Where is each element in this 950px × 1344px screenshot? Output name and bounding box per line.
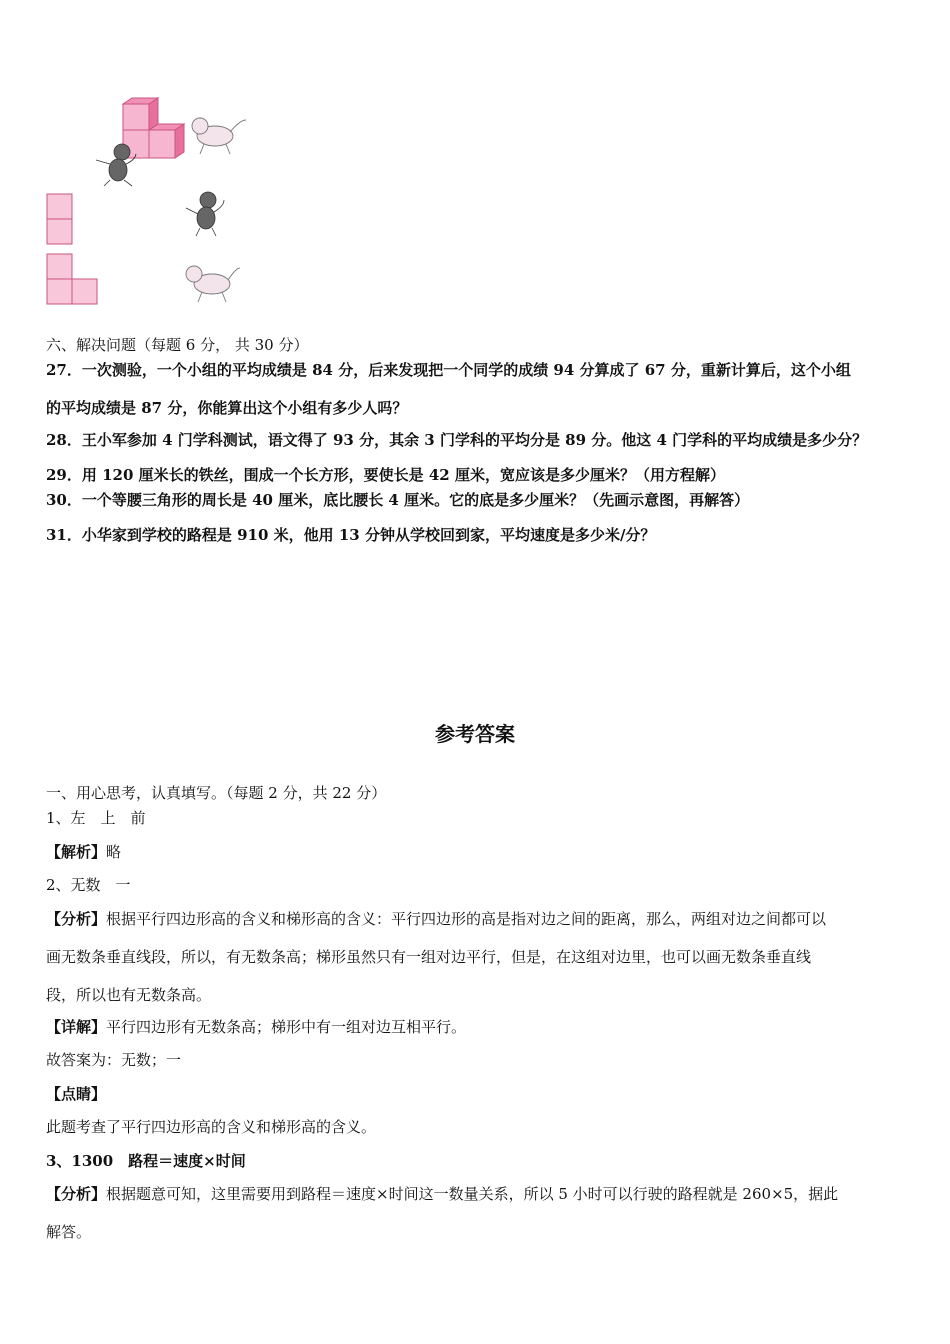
cube-stack-figure: [40, 90, 270, 310]
detail-tag: 【详解】: [46, 1018, 107, 1036]
answer-3-analysis-line2: 解答。: [46, 1223, 92, 1241]
answer-2-analysis-line3: 段，所以也有无数条高。: [46, 986, 212, 1004]
analysis-tag: 【分析】: [46, 1185, 107, 1203]
section-heading: 六、解决问题（每题 6 分， 共 30 分）: [46, 336, 309, 354]
analysis-text: 根据平行四边形高的含义和梯形高的含义：平行四边形的高是指对边之间的距离，那么，两组对边之间都可以: [106, 910, 827, 928]
answer-2-final: 故答案为：无数；一: [46, 1051, 182, 1069]
question-31: 31．小华家到学校的路程是 910 米，他用 13 分钟从学校回到家，平均速度是多少米/分？: [46, 526, 656, 544]
answer-2-detail: [46, 1017, 466, 1037]
answer-1: 1、左 上 前: [46, 809, 146, 827]
answer-1-analysis: [46, 842, 121, 862]
monkey-icon: [96, 144, 136, 186]
question-30: 30．一个等腰三角形的周长是 40 厘米，底比腰长 4 厘米。它的底是多少厘米？（先画示意图，再解答）: [46, 491, 750, 509]
dog-icon: [186, 266, 240, 302]
answer-2-analysis-line2: 画无数条垂直线段，所以，有无数条高；梯形虽然只有一组对边平行，但是，在这组对边里，也可以画无数条垂直线: [46, 948, 812, 966]
pink-cube-stack-icon: [123, 98, 184, 158]
analysis-tag: 【解析】: [46, 843, 107, 861]
detail-text: 平行四边形有无数条高；梯形中有一组对边互相平行。: [106, 1018, 467, 1036]
monkey-icon: [186, 192, 224, 236]
answer-3-analysis-line1: [46, 1184, 838, 1204]
question-28: 28．王小军参加 4 门学科测试，语文得了 93 分，其余 3 门学科的平均分是 89 分。他这 4 门学科的平均成绩是多少分？: [46, 431, 868, 449]
analysis-text: 略: [106, 843, 122, 861]
view-drawing-top: [47, 254, 97, 304]
question-27-line1: 27．一次测验，一个小组的平均成绩是 84 分，后来发现把一个同学的成绩 94 分算成了 67 分，重新计算后，这个小组: [46, 361, 851, 379]
analysis-tag: 【分析】: [46, 910, 107, 928]
view-drawing-front: [47, 194, 72, 244]
answer-2: 2、无数 一: [46, 876, 131, 894]
answer-2-analysis-line1: [46, 909, 826, 929]
answers-title: 参考答案: [435, 722, 515, 746]
question-29: 29．用 120 厘米长的铁丝，围成一个长方形，要使长是 42 厘米，宽应该是多少厘米？（用方程解）: [46, 466, 725, 484]
point-tag: 【点睛】: [46, 1085, 107, 1103]
question-27-line2: 的平均成绩是 87 分，你能算出这个小组有多少人吗？: [46, 399, 408, 417]
answer-2-point: 此题考查了平行四边形高的含义和梯形高的含义。: [46, 1118, 377, 1136]
dog-icon: [192, 118, 246, 154]
analysis-text: 根据题意可知，这里需要用到路程＝速度×时间这一数量关系，所以 5 小时可以行驶的路程就是 260×5，据此: [106, 1185, 839, 1203]
answers-section-heading: 一、用心思考，认真填写。（每题 2 分，共 22 分）: [46, 784, 387, 802]
answer-3: 3、1300 路程＝速度×时间: [46, 1152, 246, 1170]
